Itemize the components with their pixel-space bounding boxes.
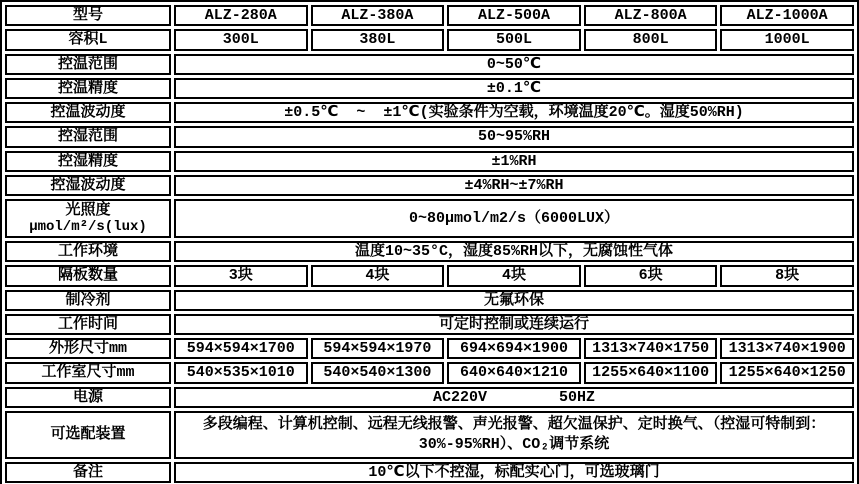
cell-model-2: ALZ-380A [311, 5, 445, 26]
row-label-humidity-range: 控湿范围 [5, 126, 171, 147]
cell-chamber-dim-5: 1255×640×1250 [720, 362, 854, 383]
cell-volume-1: 300L [174, 29, 308, 50]
cell-volume-3: 500L [447, 29, 581, 50]
cell-working-time: 可定时控制或连续运行 [174, 314, 854, 335]
row-label-working-time: 工作时间 [5, 314, 171, 335]
row-label-power-supply: 电源 [5, 387, 171, 408]
cell-power-supply: AC220V 50HZ [174, 387, 854, 408]
cell-shelf-count-4: 6块 [584, 265, 718, 286]
cell-exterior-dim-4: 1313×740×1750 [584, 338, 718, 359]
table-row-shelf-count [5, 265, 854, 286]
cell-temp-accuracy: ±0.1℃ [174, 78, 854, 99]
cell-shelf-count-5: 8块 [720, 265, 854, 286]
cell-model-1: ALZ-280A [174, 5, 308, 26]
cell-temp-range: 0~50℃ [174, 54, 854, 75]
cell-model-3: ALZ-500A [447, 5, 581, 26]
cell-volume-2: 380L [311, 29, 445, 50]
table-row-temp-accuracy [5, 78, 854, 99]
table-row-refrigerant [5, 290, 854, 311]
cell-chamber-dim-2: 540×540×1300 [311, 362, 445, 383]
cell-volume-4: 800L [584, 29, 718, 50]
cell-humidity-range: 50~95%RH [174, 126, 854, 147]
cell-shelf-count-1: 3块 [174, 265, 308, 286]
row-label-refrigerant: 制冷剂 [5, 290, 171, 311]
table-row-remarks [5, 462, 854, 483]
cell-refrigerant: 无氟环保 [174, 290, 854, 311]
cell-temp-fluctuation: ±0.5℃ ~ ±1℃(实验条件为空载，环境温度20℃。湿度50%RH) [174, 102, 854, 123]
row-label-illumination [5, 199, 171, 238]
illumination-label-line2: μmol/m²/s(lux) [29, 218, 147, 235]
cell-remarks: 10℃以下不控湿，标配实心门，可选玻璃门 [174, 462, 854, 483]
cell-model-5: ALZ-1000A [720, 5, 854, 26]
row-label-humidity-fluctuation: 控湿波动度 [5, 175, 171, 196]
table-row-volume [5, 29, 854, 50]
row-label-chamber-dimensions: 工作室尺寸mm [5, 362, 171, 383]
row-label-optional-devices: 可选配装置 [5, 411, 171, 459]
cell-chamber-dim-4: 1255×640×1100 [584, 362, 718, 383]
row-label-humidity-accuracy: 控湿精度 [5, 151, 171, 172]
cell-exterior-dim-3: 694×694×1900 [447, 338, 581, 359]
cell-working-environment: 温度10~35°C，湿度85%RH以下，无腐蚀性气体 [174, 241, 854, 262]
cell-optional-devices: 多段编程、计算机控制、远程无线报警、声光报警、超欠温保护、定时换气、（控湿可特制到：30%-95%RH）、CO₂调节系统 [174, 411, 854, 459]
cell-shelf-count-2: 4块 [311, 265, 445, 286]
cell-shelf-count-3: 4块 [447, 265, 581, 286]
row-label-exterior-dimensions: 外形尺寸mm [5, 338, 171, 359]
row-label-temp-accuracy: 控温精度 [5, 78, 171, 99]
table-row-humidity-fluctuation [5, 175, 854, 196]
table-row-humidity-accuracy [5, 151, 854, 172]
table-row-optional-devices [5, 411, 854, 459]
row-label-shelf-count: 隔板数量 [5, 265, 171, 286]
cell-model-4: ALZ-800A [584, 5, 718, 26]
table-row-chamber-dimensions [5, 362, 854, 383]
cell-humidity-fluctuation: ±4%RH~±7%RH [174, 175, 854, 196]
cell-chamber-dim-3: 640×640×1210 [447, 362, 581, 383]
row-label-remarks: 备注 [5, 462, 171, 483]
table-row-exterior-dimensions [5, 338, 854, 359]
illumination-label-line1: 光照度 [65, 201, 111, 219]
row-label-temp-fluctuation: 控温波动度 [5, 102, 171, 123]
cell-exterior-dim-2: 594×594×1970 [311, 338, 445, 359]
table-row-power-supply [5, 387, 854, 408]
table-row-humidity-range [5, 126, 854, 147]
cell-exterior-dim-5: 1313×740×1900 [720, 338, 854, 359]
row-label-model: 型号 [5, 5, 171, 26]
table-row-model [5, 5, 854, 26]
table-row-temp-range [5, 54, 854, 75]
cell-volume-5: 1000L [720, 29, 854, 50]
cell-humidity-accuracy: ±1%RH [174, 151, 854, 172]
cell-illumination: 0~80μmol/m2/s（6000LUX） [174, 199, 854, 238]
row-label-temp-range: 控温范围 [5, 54, 171, 75]
table-row-working-environment [5, 241, 854, 262]
row-label-working-environment: 工作环境 [5, 241, 171, 262]
row-label-volume: 容积L [5, 29, 171, 50]
table-row-illumination [5, 199, 854, 238]
cell-chamber-dim-1: 540×535×1010 [174, 362, 308, 383]
cell-exterior-dim-1: 594×594×1700 [174, 338, 308, 359]
table-row-temp-fluctuation [5, 102, 854, 123]
table-row-working-time [5, 314, 854, 335]
